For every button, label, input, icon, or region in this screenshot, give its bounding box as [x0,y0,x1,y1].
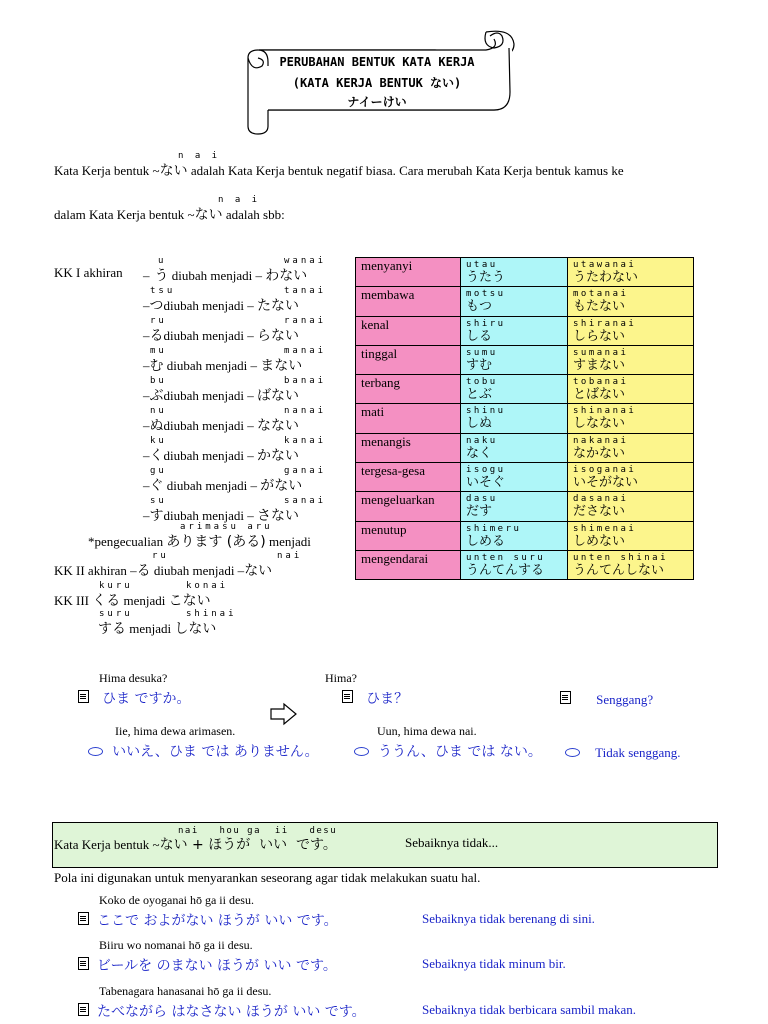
table-row [356,433,694,462]
exception-text: menjadi [265,534,311,549]
example-meaning: Sebaiknya tidak berbicara sambil makan. [422,1002,637,1017]
rule-nai-jp: がない [260,478,303,494]
note-icon [78,1003,89,1016]
example-line [78,910,338,930]
speech-bubble-icon [354,747,369,756]
nai-romaji: shiranai [573,318,637,329]
rule-dash: – [143,418,150,433]
dictionary-form-cell [461,375,568,404]
a2-romaji: Uun, hima dewa nai. [377,724,477,738]
banner-line-3: ナイーけい [347,95,407,109]
rule-ruby-ending: tsu [150,286,176,296]
pattern-pre: Kata Kerja bentuk ~ [54,837,160,852]
rule-dash: – [143,508,150,523]
kk3-jp-2: こない [168,593,211,609]
dictionary-form-cell [461,345,568,374]
nai-form-cell [568,345,694,374]
a1-line [88,741,319,761]
intro-text: adalah sbb: [222,207,285,222]
q1-jp: ひま ですか。 [102,691,191,707]
example-romaji: Biiru wo nomanai hō ga ii desu. [99,938,253,952]
dictionary-kana: なく [466,445,493,461]
rule-mid-text: diubah menjadi – [163,478,261,493]
q-meaning: Senggang? [596,692,654,707]
note-icon [78,957,89,970]
a-meaning: Tidak senggang. [595,745,681,760]
nai-romaji: sumanai [573,347,629,358]
nai-romaji: dasanai [573,494,629,505]
example-jp: ここで およがない ほうが いい です。 [97,913,338,929]
dictionary-romaji: naku [466,435,498,446]
meaning-cell: kenal [356,316,461,345]
dictionary-form-cell [461,521,568,550]
banner-line-1: PERUBAHAN BENTUK KATA KERJA [279,55,475,69]
intro-line-1 [54,160,624,180]
rule-mid-text: diubah menjadi – [163,418,258,433]
q-meaning-line [560,689,653,708]
nai-form-cell [568,492,694,521]
kk1-label: KK I akhiran [54,265,123,280]
rule-ruby-nai: ranai [284,316,327,326]
dictionary-romaji: dasu [466,494,498,505]
rule-dash: – [143,478,150,493]
dictionary-form-cell [461,463,568,492]
exception-ruby: arimasu aru [180,522,273,532]
intro-ruby-1: n a i [178,151,221,161]
rule-dash: – [143,328,150,343]
kk3-mid: menjadi [120,593,169,608]
kk2-ruby-2: nai [277,551,303,561]
dictionary-kana: うんてんする [466,562,545,578]
pattern-description: Pola ini digunakan untuk menyarankan seseorang agar tidak melakukan suatu hal. [54,870,481,885]
example-meaning: Sebaiknya tidak minum bir. [422,956,566,971]
rule-line [143,415,299,435]
nai-form-cell [568,404,694,433]
dictionary-romaji: utau [466,260,498,270]
q2-jp: ひま？ [366,691,409,707]
q1-line [78,688,191,708]
rule-ruby-nai: banai [284,376,327,386]
dictionary-romaji: sumu [466,347,498,358]
a-meaning-line [565,742,681,761]
note-icon [560,691,571,704]
dictionary-romaji: tobu [466,377,498,388]
dictionary-form-cell [461,404,568,433]
example-meaning: Sebaiknya tidak berenang di sini. [422,911,595,926]
kk3-line [54,590,211,610]
suru-mid: menjadi [126,621,175,636]
table-row [356,287,694,316]
rule-nai-jp: かない [257,448,300,464]
meaning-cell: tinggal [356,345,461,374]
pattern-meaning: Sebaiknya tidak... [405,835,499,850]
dictionary-kana: しめる [466,533,506,549]
nai-kana: しらない [573,328,626,344]
kk2-line [54,560,272,580]
nai-form-cell [568,521,694,550]
nai-romaji: unten shinai [573,552,669,563]
rule-ruby-nai: sanai [284,496,327,506]
table-row [356,404,694,433]
rule-ruby-nai: nanai [284,406,327,416]
example-jp: たべながら はなさない ほうが いい です。 [97,1004,366,1020]
rule-ruby-ending: mu [150,346,167,356]
meaning-cell: mengendarai [356,550,461,579]
nai-romaji: tobanai [573,377,629,388]
suru-ruby-2: shinai [186,609,237,619]
dictionary-romaji: motsu [466,289,506,300]
nai-romaji: utawanai [573,260,637,270]
intro-jp: ない [194,207,223,223]
meaning-cell: membawa [356,287,461,316]
meaning-cell: tergesa-gesa [356,463,461,492]
rule-dash: – [143,268,150,283]
table-row [356,345,694,374]
rule-mid-text: diubah menjadi – [163,298,258,313]
conjugation-table [355,257,694,580]
rule-line [143,325,299,345]
dictionary-romaji: isogu [466,465,506,476]
nai-romaji: nakanai [573,435,629,446]
rule-ruby-ending: ru [150,316,167,326]
suru-ruby-1: suru [99,609,133,619]
rule-ruby-nai: ganai [284,466,327,476]
rule-ending-jp: ぶ [149,388,164,404]
nai-romaji: shimenai [573,523,637,534]
rule-mid-text: diubah menjadi – [163,388,258,403]
intro-jp: ない [159,163,188,179]
exception-jp: あります (ある) [166,534,266,550]
rule-ruby-nai: kanai [284,436,327,446]
title-banner [224,26,520,136]
rule-ruby-nai: tanai [284,286,327,296]
a1-jp: いいえ、ひま では ありません。 [112,744,319,760]
note-icon [78,912,89,925]
rule-line [143,445,299,465]
table-row [356,258,694,287]
rule-nai-jp: さない [257,508,300,524]
dictionary-form-cell [461,433,568,462]
kk3-ruby-1: kuru [99,581,133,591]
nai-form-cell [568,463,694,492]
rule-ending-jp: ぬ [149,418,164,434]
nai-form-cell [568,287,694,316]
suru-jp-1: する [98,621,126,637]
dictionary-romaji: shiru [466,318,506,329]
rule-line [143,265,307,285]
table-row [356,316,694,345]
rule-ending-jp: う [154,268,169,284]
dictionary-form-cell [461,316,568,345]
nai-kana: なかない [573,445,626,461]
dictionary-kana: しぬ [466,416,493,432]
rule-mid-text: diubah menjadi – [163,508,258,523]
meaning-cell: menangis [356,433,461,462]
dictionary-romaji: shimeru [466,523,522,534]
intro-ruby-2: n a i [218,195,261,205]
meaning-cell: menyanyi [356,258,461,287]
meaning-cell: terbang [356,375,461,404]
rule-ruby-nai: manai [284,346,327,356]
pattern-line [54,834,337,854]
nai-romaji: motanai [573,289,629,300]
rule-dash: – [143,388,150,403]
pattern-ruby: nai hou ga ii desu [178,826,338,836]
rule-mid-text: diubah menjadi – [163,358,261,373]
kk3-jp-1: くる [92,593,121,609]
kk2-jp-2: ない [244,563,273,579]
rule-ending-jp: つ [149,298,164,314]
nai-form-cell [568,316,694,345]
nai-kana: とばない [573,387,626,403]
rule-line [143,295,299,315]
kk2-label: KK II akhiran – [54,563,137,578]
dictionary-form-cell [461,258,568,287]
nai-romaji: isoganai [573,465,637,476]
rule-dash: – [143,298,150,313]
example-line [78,1001,366,1021]
example-romaji: Tabenagara hanasanai hō ga ii desu. [99,984,272,998]
example-line [78,955,337,975]
dictionary-romaji: shinu [466,406,506,417]
rule-line [143,385,299,405]
note-icon [342,690,353,703]
rule-ruby-ending: bu [150,376,167,386]
rule-ending-jp: る [149,328,164,344]
rule-ruby-nai: wanai [284,256,327,266]
kk3-label: KK III [54,593,93,608]
example-romaji: Koko de oyoganai hō ga ii desu. [99,893,254,907]
nai-kana: しめない [573,533,626,549]
rule-ruby-ending: ku [150,436,167,446]
rule-mid-text: diubah menjadi – [168,268,266,283]
rule-line [143,355,302,375]
dictionary-kana: しる [466,328,493,344]
banner-line-2: (KATA KERJA BENTUK ない) [292,76,462,90]
exception-line [88,531,311,551]
nai-kana: うんてんしない [573,562,665,578]
arrow-right-icon [270,702,298,726]
example-jp: ビールを のまない ほうが いい です。 [97,958,337,974]
rule-ruby-ending: nu [150,406,167,416]
rule-ending-jp: む [149,358,164,374]
rule-dash: – [143,358,150,373]
note-icon [78,690,89,703]
nai-kana: うたわない [573,270,639,285]
dictionary-kana: だす [466,504,493,520]
dictionary-form-cell [461,287,568,316]
suru-line [98,618,216,638]
table-row [356,492,694,521]
nai-kana: いそがない [573,475,639,491]
rule-ruby-ending: su [150,496,167,506]
speech-bubble-icon [88,747,103,756]
dictionary-kana: すむ [466,357,493,373]
nai-form-cell [568,375,694,404]
dictionary-kana: うたう [466,270,506,285]
a2-jp: ううん、ひま では ない。 [378,744,542,760]
rule-mid-text: diubah menjadi – [163,448,258,463]
table-row [356,463,694,492]
rule-line [143,475,302,495]
kk2-ruby-1: ru [152,551,169,561]
dictionary-romaji: unten suru [466,552,546,563]
intro-text: Kata Kerja bentuk ~ [54,163,160,178]
nai-kana: ださない [573,504,626,520]
meaning-cell: mengeluarkan [356,492,461,521]
nai-kana: すまない [573,357,626,373]
meaning-cell: menutup [356,521,461,550]
dictionary-kana: もつ [466,299,493,315]
rule-nai-jp: なない [257,418,300,434]
rule-ending-jp: ぐ [149,478,164,494]
q1-romaji: Hima desuka? [99,671,168,685]
kk2-mid: diubah menjadi – [150,563,245,578]
nai-kana: しなない [573,416,626,432]
q2-romaji: Hima? [325,671,357,685]
exception-text: *pengecualian [88,534,167,549]
nai-romaji: shinanai [573,406,637,417]
q2-line [342,688,408,708]
nai-form-cell [568,550,694,579]
intro-text: adalah Kata Kerja bentuk negatif biasa. Cara merubah Kata Kerja bentuk kamus ke [187,163,624,178]
a1-romaji: Iie, hima dewa arimasen. [115,724,236,738]
dictionary-form-cell [461,550,568,579]
nai-form-cell [568,433,694,462]
intro-text: dalam Kata Kerja bentuk ~ [54,207,195,222]
rule-ruby-ending: gu [150,466,167,476]
intro-line-2 [54,204,285,224]
dictionary-form-cell [461,492,568,521]
dictionary-kana: とぶ [466,387,493,403]
a2-line [354,741,542,761]
rule-dash: – [143,448,150,463]
kk3-ruby-2: konai [186,581,229,591]
pattern-jp: ない + ほうが いい です。 [159,837,337,853]
rule-nai-jp: らない [257,328,300,344]
meaning-cell: mati [356,404,461,433]
dictionary-kana: いそぐ [466,475,506,491]
nai-kana: もたない [573,299,626,315]
rule-mid-text: diubah menjadi – [163,328,258,343]
table-row [356,521,694,550]
kk2-jp-1: る [136,563,151,579]
speech-bubble-icon [565,748,580,757]
nai-form-cell [568,258,694,287]
table-row [356,375,694,404]
rule-nai-jp: ばない [257,388,300,404]
rule-ending-jp: く [149,448,164,464]
rule-ruby-ending: u [158,256,167,266]
rule-ending-jp: す [149,508,164,524]
rule-nai-jp: わない [265,268,308,284]
rule-nai-jp: たない [257,298,300,314]
table-row [356,550,694,579]
rule-nai-jp: まない [260,358,303,374]
suru-jp-2: しない [174,621,217,637]
